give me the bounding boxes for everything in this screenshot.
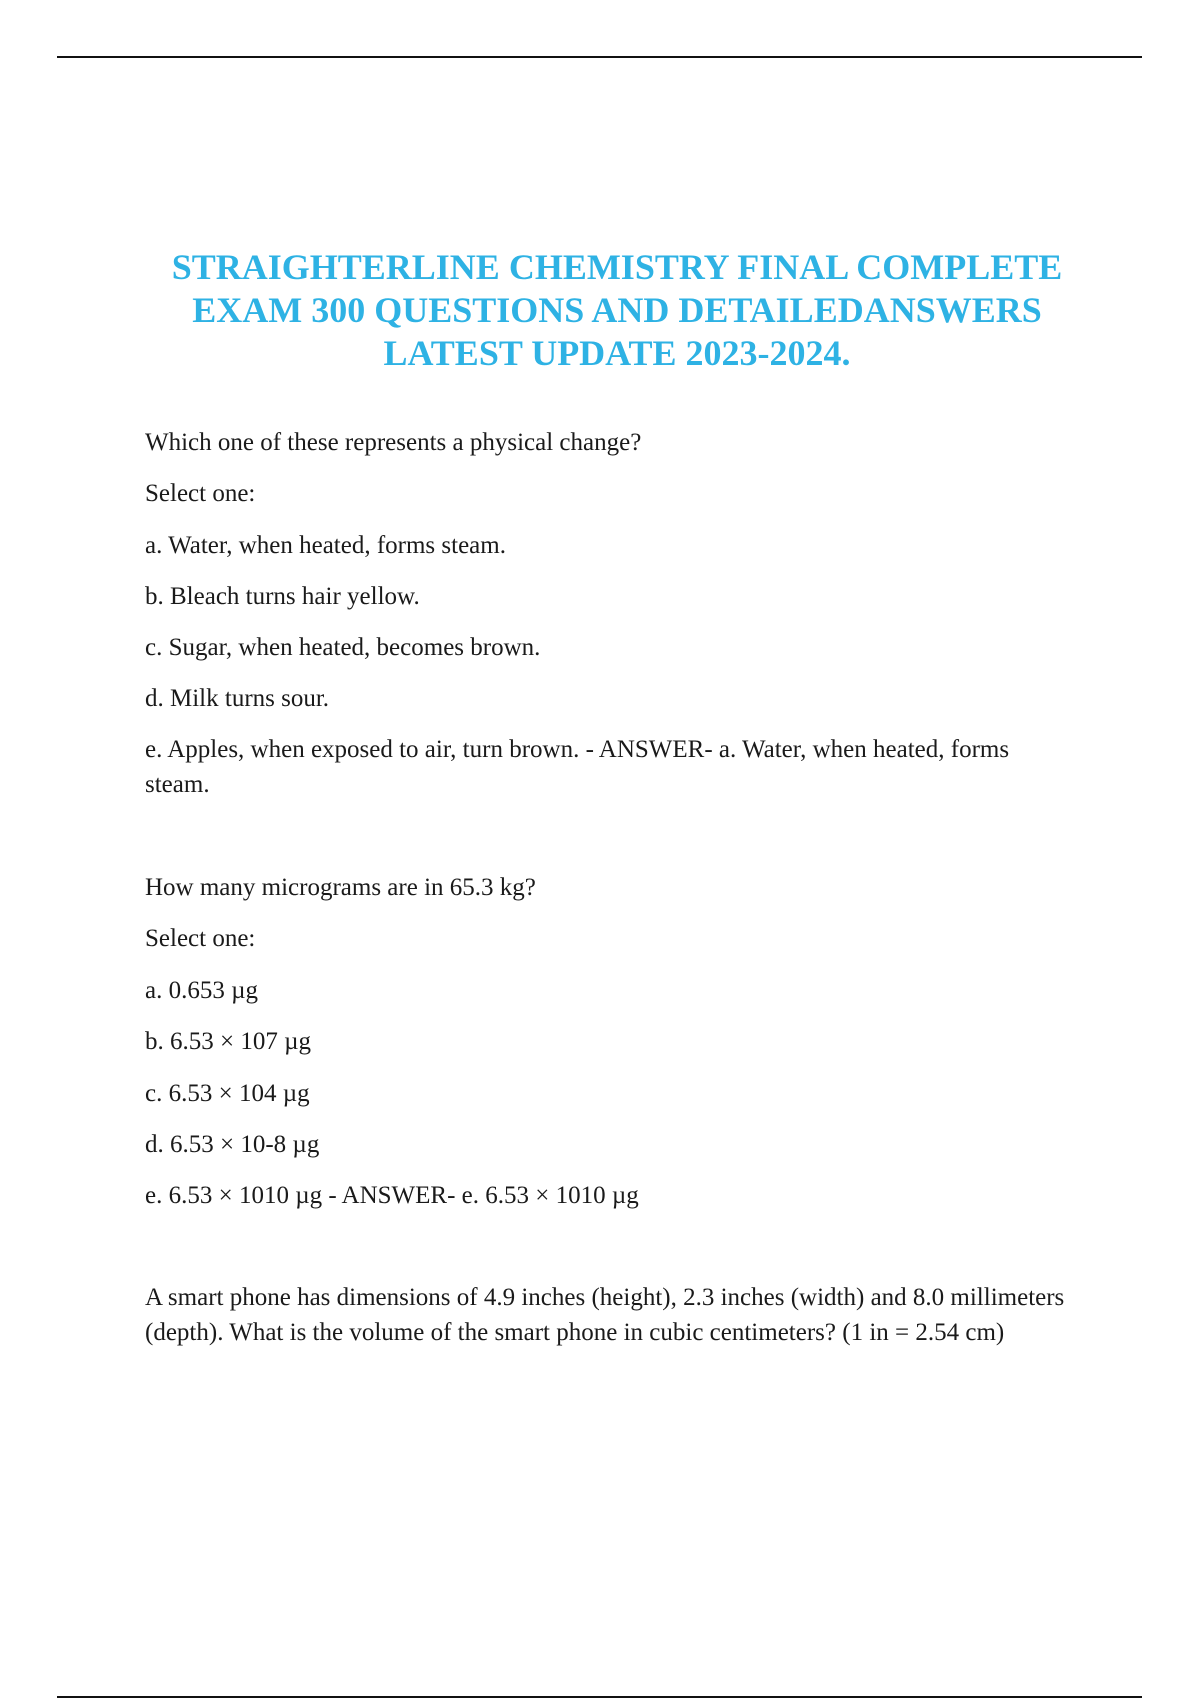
- question-2-option-c: c. 6.53 × 104 µg: [145, 1080, 310, 1107]
- question-3-text: A smart phone has dimensions of 4.9 inches (height), 2.3 inches (width) and 8.0 millimeters (depth). What is the volume of the smart phone in cubic centimeters? (1 in = 2.54 cm): [145, 1284, 1065, 1346]
- question-2-option-b: b. 6.53 × 107 µg: [145, 1028, 312, 1055]
- question-1-option-a: a. Water, when heated, forms steam.: [145, 532, 506, 559]
- question-1-option-c: c. Sugar, when heated, becomes brown.: [145, 634, 541, 661]
- title-line-3: LATEST UPDATE 2023-2024.: [383, 333, 851, 373]
- question-2-option-a: a. 0.653 µg: [145, 977, 259, 1004]
- question-2-text: How many micrograms are in 65.3 kg?: [145, 874, 536, 901]
- title-line-2: EXAM 300 QUESTIONS AND DETAILEDANSWERS: [192, 290, 1042, 330]
- bottom-rule: [57, 1696, 1142, 1698]
- question-2-option-e-answer: e. 6.53 × 1010 µg - ANSWER- e. 6.53 × 1010 µg: [145, 1182, 639, 1209]
- question-2-option-d: d. 6.53 × 10-8 µg: [145, 1131, 320, 1158]
- question-2-instruction: Select one:: [145, 925, 256, 952]
- question-1-option-d: d. Milk turns sour.: [145, 685, 330, 712]
- question-1-option-e-answer: e. Apples, when exposed to air, turn brown. - ANSWER- a. Water, when heated, forms steam.: [145, 736, 1010, 798]
- document-title: [150, 246, 1084, 375]
- question-1-option-b: b. Bleach turns hair yellow.: [145, 583, 420, 610]
- question-1-text: Which one of these represents a physical change?: [145, 429, 642, 456]
- top-rule: [57, 56, 1142, 58]
- title-line-1: STRAIGHTERLINE CHEMISTRY FINAL COMPLETE: [171, 247, 1063, 287]
- question-1-instruction: Select one:: [145, 480, 256, 507]
